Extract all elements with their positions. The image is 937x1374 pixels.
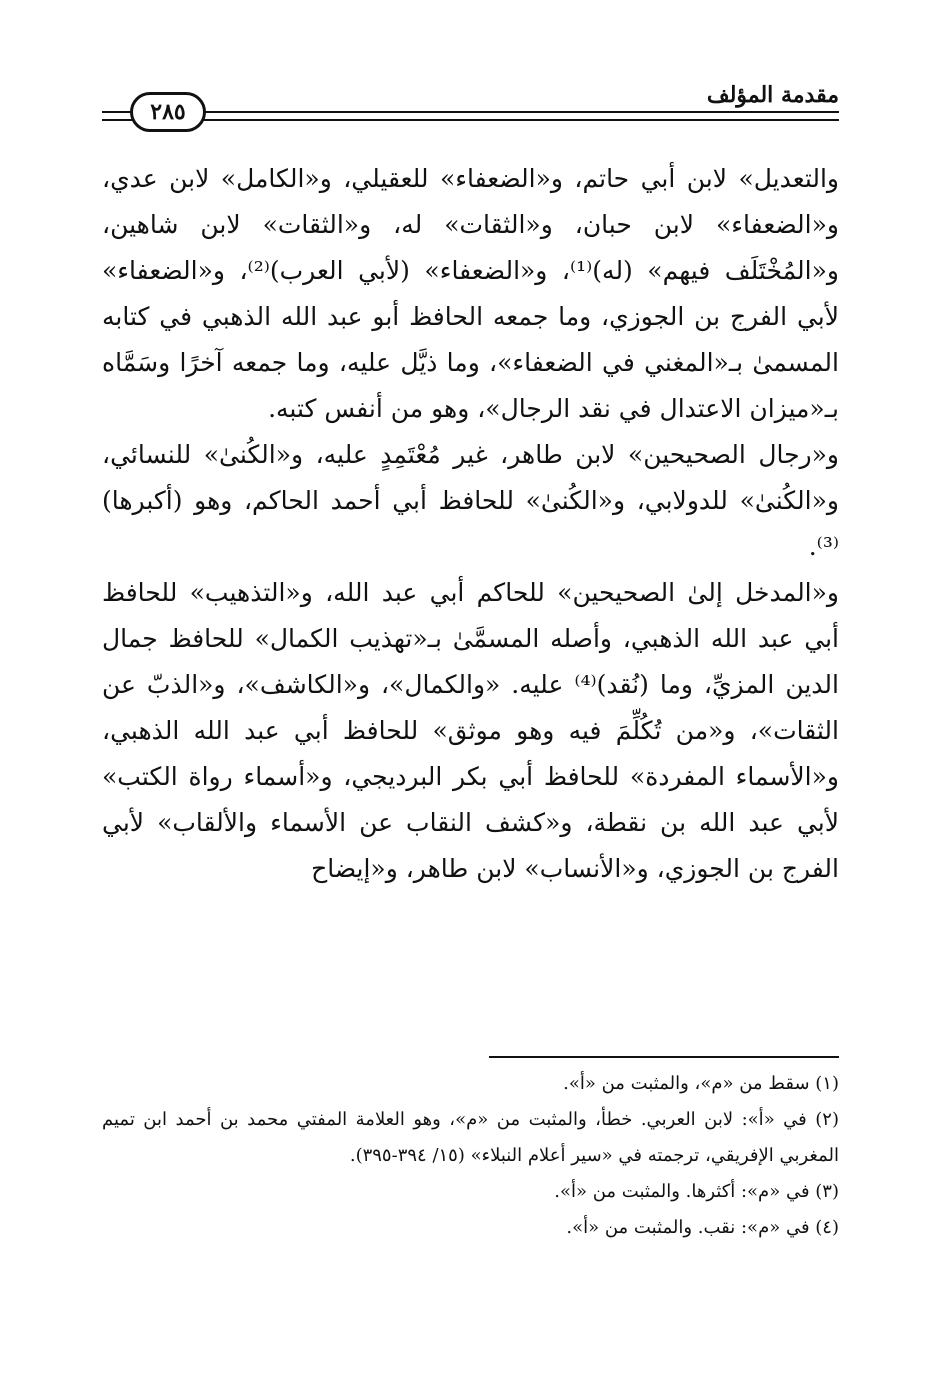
- footnote-separator: [489, 1056, 839, 1058]
- page-number: ٢٨٥: [130, 92, 206, 132]
- footnote: (٣) في «م»: أكثرها. والمثبت من «أ».: [554, 1181, 839, 1202]
- paragraph: و«رجال الصحيحين» لابن طاهر، غير مُعْتَمِدٍ عليه، و«الكُنىٰ» للنسائي، و«الكُنىٰ» للدولابي، و«الكُنىٰ» للحافظ أبي أحمد الحاكم، وهو (أكبرها)⁽³⁾.: [102, 440, 839, 561]
- paragraph: و«المدخل إلىٰ الصحيحين» للحاكم أبي عبد الله، و«التذهيب» للحافظ أبي عبد الله الذهبي، وأصله المسمَّىٰ بـ«تهذيب الكمال» للحافظ جمال الدين المزيِّ، وما (نُقد)⁽⁴⁾ عليه. «والكمال»، و«الكاشف»، و«الذبّ عن الثقات»، و«من تُكُلِّمَ فيه وهو موثق» للحافظ أبي عبد الله الذهبي، و«الأسماء المفردة» للحافظ أبي بكر البرديجي، و«أسماء رواة الكتب» لأبي عبد الله بن نقطة، و«كشف النقاب عن الأسماء والألقاب» لأبي الفرج بن الجوزي، و«الأنساب» لابن طاهر، و«إيضاح: [102, 578, 839, 883]
- running-header-title: مقدمة المؤلف: [706, 82, 839, 108]
- main-text: [102, 156, 839, 892]
- header-rule-double: [102, 119, 839, 121]
- footnote: (٤) في «م»: نقب. والمثبت من «أ».: [566, 1217, 839, 1238]
- header-rule: [102, 111, 839, 113]
- footnote: (١) سقط من «م»، والمثبت من «أ».: [563, 1073, 839, 1094]
- footnote: (٢) في «أ»: لابن العربي. خطأ، والمثبت من «م»، وهو العلامة المفتي محمد بن أحمد ابن تميم المغربي الإفريقي، ترجمته في «سير أعلام النبلاء» (١٥/ ٣٩٤-٣٩٥).: [102, 1109, 839, 1166]
- paragraph: والتعديل» لابن أبي حاتم، و«الضعفاء» للعقيلي، و«الكامل» لابن عدي، و«الضعفاء» لابن حبان، و«الثقات» له، و«الثقات» لابن شاهين، و«المُخْتَلَف فيهم» (له)⁽¹⁾، و«الضعفاء» (لأبي العرب)⁽²⁾، و«الضعفاء» لأبي الفرج بن الجوزي، وما جمعه الحافظ أبو عبد الله الذهبي في كتابه المسمىٰ بـ«المغني في الضعفاء»، وما ذيَّل عليه، وما جمعه آخرًا وسَمَّاه بـ«ميزان الاعتدال في نقد الرجال»، وهو من أنفس كتبه.: [102, 164, 839, 423]
- footnotes: [102, 1066, 839, 1246]
